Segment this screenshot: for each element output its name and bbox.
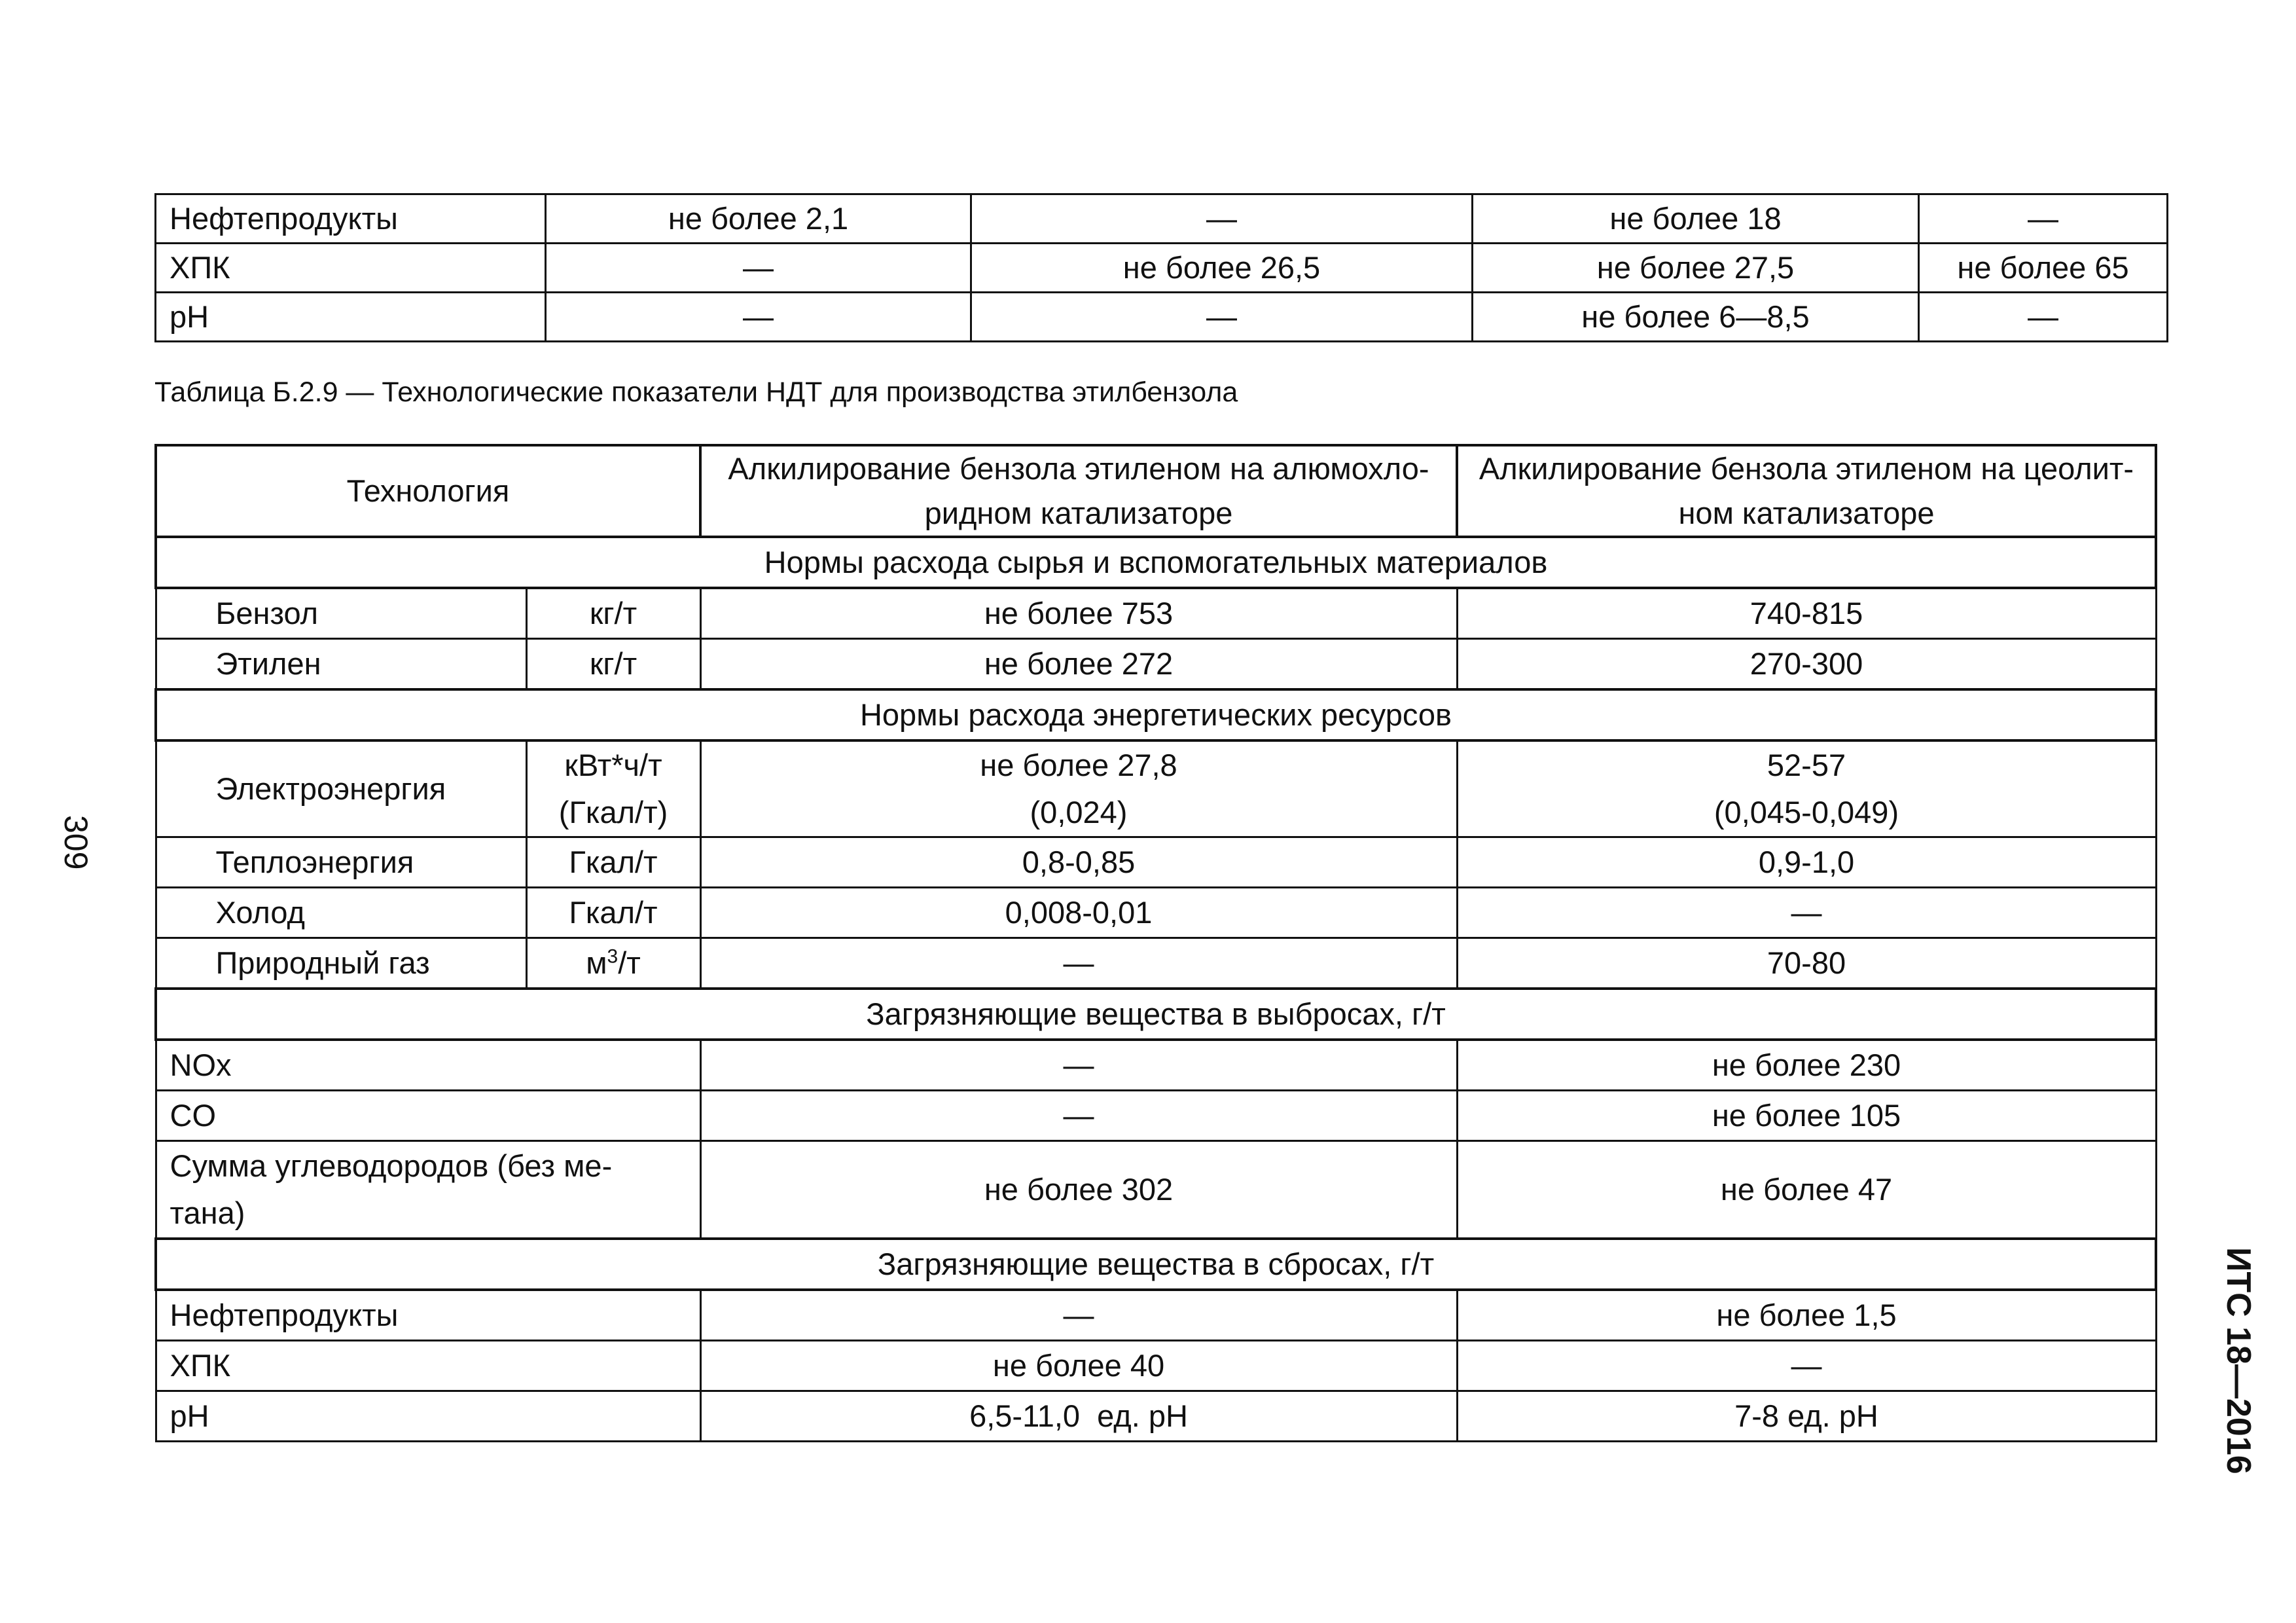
section-row <box>156 537 2156 588</box>
cell: — <box>1919 194 2168 244</box>
row-label: NOx <box>156 1040 700 1091</box>
row-label: Нефтепродукты <box>156 1290 700 1341</box>
label-line: тана) <box>170 1195 245 1230</box>
cell: — <box>1457 888 2156 938</box>
cell: не более 753 <box>700 588 1457 639</box>
label-line: Сумма углеводородов (без ме- <box>170 1148 613 1183</box>
table-row <box>156 888 2156 938</box>
cell: — <box>1457 1341 2156 1391</box>
row-label: CO <box>156 1091 700 1141</box>
unit-cell <box>526 740 700 837</box>
row-label: Электроэнергия <box>156 740 526 837</box>
header-line: ридном катализаторе <box>924 496 1233 530</box>
cell <box>1457 740 2156 837</box>
cell: 740-815 <box>1457 588 2156 639</box>
table-row <box>156 740 2156 837</box>
row-label: pH <box>156 293 546 342</box>
header-line: Алкилирование бензола этиленом на цеолит- <box>1479 451 2134 486</box>
page-number: 309 <box>58 815 94 870</box>
unit-rest: /т <box>618 945 641 980</box>
document-code: ИТС 18—2016 <box>2219 1247 2257 1474</box>
unit-line: кВт*ч/т <box>564 748 662 782</box>
cell: не более 65 <box>1919 244 2168 293</box>
table-row <box>156 1091 2156 1141</box>
cell: не более 272 <box>700 639 1457 690</box>
row-label: ХПК <box>156 1341 700 1391</box>
table-row <box>156 1141 2156 1239</box>
unit-line: (Гкал/т) <box>558 795 668 830</box>
row-label: Теплоэнергия <box>156 837 526 888</box>
table-caption: Таблица Б.2.9 — Технологические показатели НДТ для производства этилбензола <box>154 376 1238 408</box>
value-line: (0,045-0,049) <box>1713 795 1899 830</box>
row-label: Природный газ <box>156 938 526 989</box>
table-row <box>156 194 2168 244</box>
unit-cell: кг/т <box>526 639 700 690</box>
cell: — <box>700 938 1457 989</box>
wastewater-continuation-table <box>154 193 2168 342</box>
value-line: (0,024) <box>1030 795 1128 830</box>
cell: — <box>971 293 1473 342</box>
cell: не более 2,1 <box>546 194 971 244</box>
row-label: ХПК <box>156 244 546 293</box>
table-row <box>156 1040 2156 1091</box>
table-row <box>156 293 2168 342</box>
row-label: Этилен <box>156 639 526 690</box>
value-line: не более 27,8 <box>980 748 1177 782</box>
section-title: Нормы расхода сырья и вспомогательных материалов <box>156 537 2156 588</box>
header-line: ном катализаторе <box>1678 496 1935 530</box>
cell: 7-8 ед. pH <box>1457 1391 2156 1442</box>
ethylbenzene-indicators-table <box>154 444 2157 1442</box>
unit-cell: Гкал/т <box>526 837 700 888</box>
table-row <box>156 639 2156 690</box>
cell: не более 26,5 <box>971 244 1473 293</box>
cell: — <box>700 1040 1457 1091</box>
cell: 70-80 <box>1457 938 2156 989</box>
table-row <box>156 938 2156 989</box>
table-row <box>156 837 2156 888</box>
unit-superscript: 3 <box>607 945 619 968</box>
header-line: Алкилирование бензола этиленом на алюмохло- <box>728 451 1429 486</box>
header-technology: Технология <box>156 445 700 537</box>
cell: 0,8-0,85 <box>700 837 1457 888</box>
table-row <box>156 1341 2156 1391</box>
section-title: Нормы расхода энергетических ресурсов <box>156 689 2156 740</box>
row-label: Холод <box>156 888 526 938</box>
value-line: 52-57 <box>1767 748 1846 782</box>
section-row <box>156 989 2156 1040</box>
cell: — <box>700 1290 1457 1341</box>
table-row <box>156 1391 2156 1442</box>
section-title: Загрязняющие вещества в сбросах, г/т <box>156 1239 2156 1290</box>
section-row <box>156 1239 2156 1290</box>
cell: не более 1,5 <box>1457 1290 2156 1341</box>
cell: — <box>971 194 1473 244</box>
cell: 6,5-11,0 ед. pH <box>700 1391 1457 1442</box>
row-label: Нефтепродукты <box>156 194 546 244</box>
cell: не более 18 <box>1473 194 1919 244</box>
cell: не более 40 <box>700 1341 1457 1391</box>
section-row <box>156 689 2156 740</box>
cell <box>700 740 1457 837</box>
row-label <box>156 1141 700 1239</box>
cell: не более 27,5 <box>1473 244 1919 293</box>
cell: — <box>546 293 971 342</box>
cell: не более 230 <box>1457 1040 2156 1091</box>
row-label: Бензол <box>156 588 526 639</box>
header-zeolite <box>1457 445 2156 537</box>
table-row <box>156 588 2156 639</box>
cell: — <box>700 1091 1457 1141</box>
cell: не более 302 <box>700 1141 1457 1239</box>
cell: — <box>1919 293 2168 342</box>
unit-cell: кг/т <box>526 588 700 639</box>
cell: не более 105 <box>1457 1091 2156 1141</box>
table-row <box>156 1290 2156 1341</box>
cell: 0,008-0,01 <box>700 888 1457 938</box>
row-label: pH <box>156 1391 700 1442</box>
cell: не более 6—8,5 <box>1473 293 1919 342</box>
section-title: Загрязняющие вещества в выбросах, г/т <box>156 989 2156 1040</box>
cell: 270-300 <box>1457 639 2156 690</box>
unit-cell: Гкал/т <box>526 888 700 938</box>
table-row <box>156 244 2168 293</box>
cell: не более 47 <box>1457 1141 2156 1239</box>
cell: — <box>546 244 971 293</box>
header-row <box>156 445 2156 537</box>
cell: 0,9-1,0 <box>1457 837 2156 888</box>
unit-base: м <box>586 945 607 980</box>
unit-cell <box>526 938 700 989</box>
header-alumochloride <box>700 445 1457 537</box>
